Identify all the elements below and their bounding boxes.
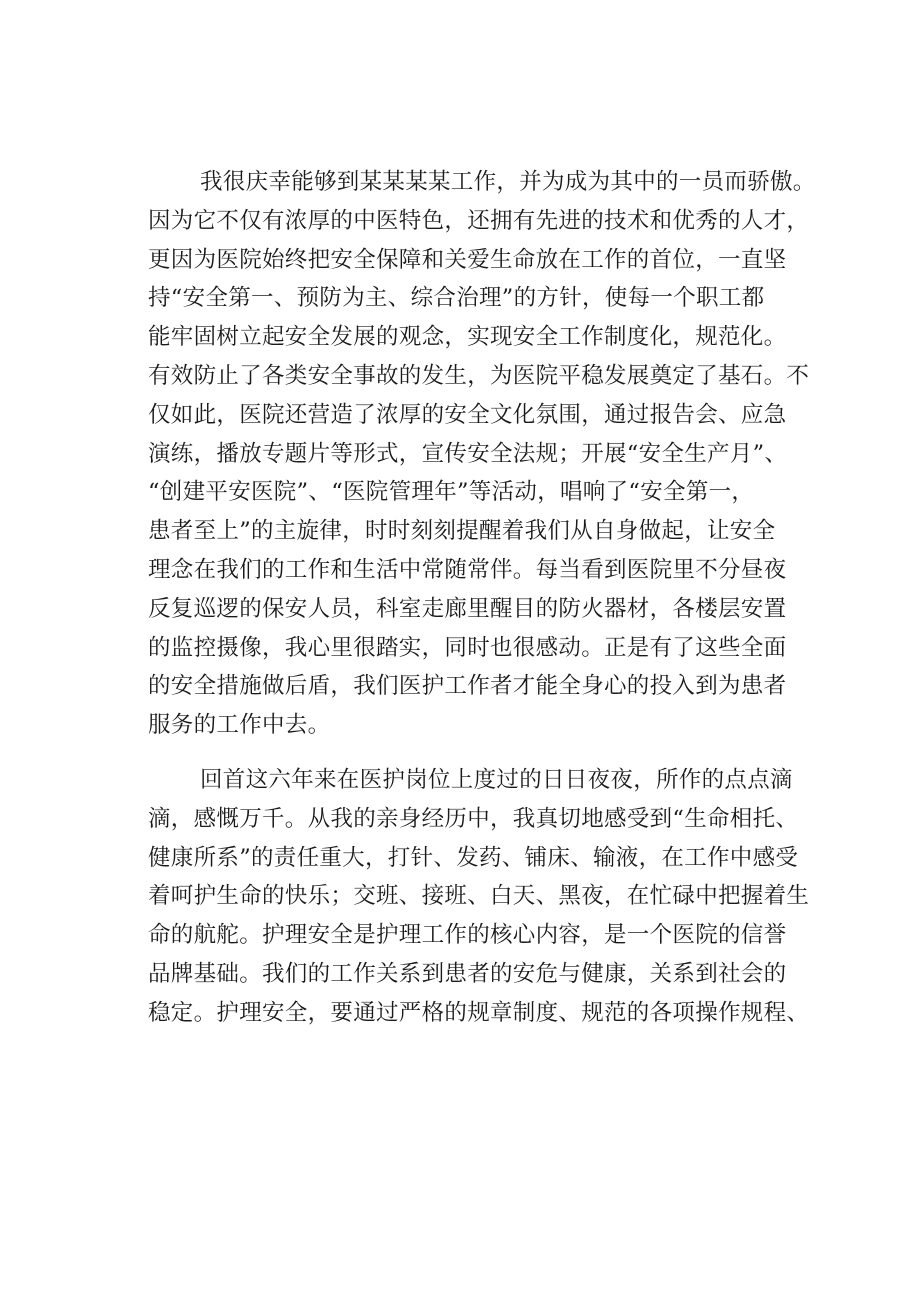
paragraph-1 [148, 163, 828, 745]
paragraph-line: 着呵护生命的快乐；交班、接班、白天、黑夜，在忙碌中把握着生 [148, 883, 810, 910]
paragraph-2 [148, 761, 828, 1033]
paragraph-line: 回首这六年来在医护岗位上度过的日日夜夜，所作的点点滴 [200, 766, 793, 793]
paragraph-line: 有效防止了各类安全事故的发生，为医院平稳发展奠定了基石。不 [148, 362, 810, 389]
document-body [148, 163, 828, 1033]
paragraph-line: 命的航舵。护理安全是护理工作的核心内容，是一个医院的信誉 [148, 922, 787, 949]
paragraph-line: 患者至上”的主旋律，时时刻刻提醒着我们从自身做起，让安全 [148, 518, 776, 545]
paragraph-line: 因为它不仅有浓厚的中医特色，还拥有先进的技术和优秀的人才， [148, 207, 810, 234]
paragraph-line: 演练，播放专题片等形式，宣传安全法规；开展“安全生产月”、 [148, 440, 788, 467]
paragraph-line: “创建平安医院”、“医院管理年”等活动，唱响了“安全第一， [148, 479, 755, 506]
paragraph-line: 的监控摄像，我心里很踏实，同时也很感动。正是有了这些全面 [148, 634, 787, 661]
paragraph-line: 能牢固树立起安全发展的观念，实现安全工作制度化，规范化。 [148, 324, 787, 351]
paragraph-line: 反复巡逻的保安人员，科室走廊里醒目的防火器材，各楼层安置 [148, 595, 787, 622]
paragraph-line: 理念在我们的工作和生活中常随常伴。每当看到医院里不分昼夜 [148, 556, 787, 583]
paragraph-line: 仅如此，医院还营造了浓厚的安全文化氛围，通过报告会、应急 [148, 401, 787, 428]
paragraph-line: 滴，感慨万千。从我的亲身经历中，我真切地感受到“生命相托、 [148, 805, 799, 832]
paragraph-line: 稳定。护理安全，要通过严格的规章制度、规范的各项操作规程、 [148, 999, 810, 1026]
paragraph-line: 的安全措施做后盾，我们医护工作者才能全身心的投入到为患者 [148, 673, 787, 700]
paragraph-spacer [148, 745, 828, 761]
paragraph-line: 持“安全第一、预防为主、综合治理”的方针，使每一个职工都 [148, 285, 765, 312]
paragraph-line: 我很庆幸能够到某某某某工作，并为成为其中的一员而骄傲。 [200, 169, 816, 195]
paragraph-line: 健康所系”的责任重大，打针、发药、铺床、输液，在工作中感受 [148, 844, 799, 871]
paragraph-line: 更因为医院始终把安全保障和关爱生命放在工作的首位，一直坚 [148, 246, 787, 273]
paragraph-line: 服务的工作中去。 [148, 712, 331, 739]
paragraph-line: 品牌基础。我们的工作关系到患者的安危与健康，关系到社会的 [148, 960, 787, 987]
